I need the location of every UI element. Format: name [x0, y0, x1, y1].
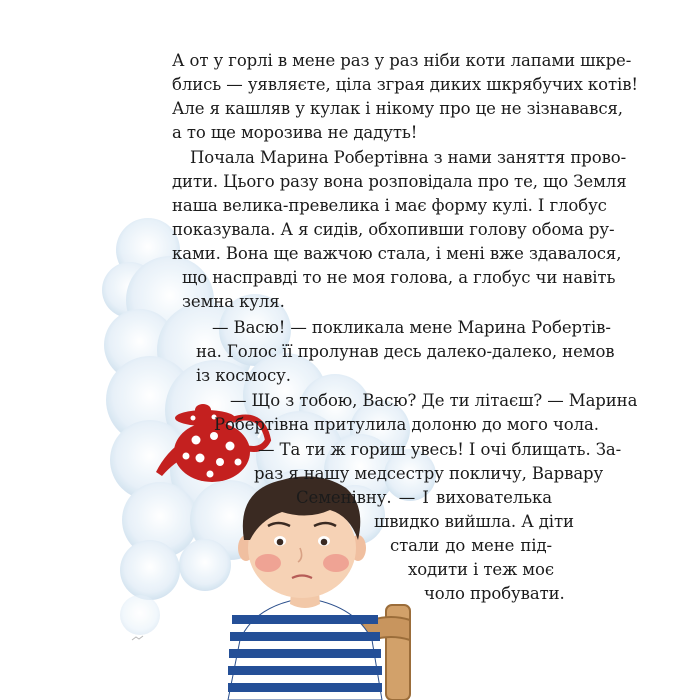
- story-line: блись — уявляєте, ціла зграя диких шкрябучих котів!: [172, 75, 638, 94]
- story-line: Почала Марина Робертівна з нами заняття прово-: [190, 148, 627, 167]
- story-line: раз я нашу медсестру покличу, Варвару: [254, 464, 604, 483]
- story-line: А от у горлі в мене раз у раз ніби коти лапами шкре-: [172, 51, 632, 70]
- story-line: Але я кашляв у кулак і нікому про це не зізнавався,: [172, 99, 623, 118]
- story-line: Семенівну. — І вихователька: [296, 488, 552, 507]
- story-line: наша велика-превелика і має форму кулі. І глобус: [172, 196, 607, 215]
- story-line: а то ще морозива не дадуть!: [172, 123, 418, 142]
- story-line: швидко вийшла. А діти: [374, 512, 574, 531]
- story-line: із космосу.: [196, 366, 291, 385]
- story-line: — Що з тобою, Васю? Де ти літаєш? — Марина: [230, 391, 638, 410]
- story-line: — Та ти ж гориш увесь! І очі блищать. За-: [258, 440, 622, 459]
- story-line: показувала. А я сидів, обхопивши голову обома ру-: [172, 220, 615, 239]
- story-line: що насправді то не моя голова, а глобус чи навіть: [182, 268, 616, 287]
- story-line: стали до мене під-: [390, 536, 552, 555]
- story-line: дити. Цього разу вона розповідала про те, що Земля: [172, 172, 627, 191]
- story-line: Робертівна притулила долоню до мого чола.: [214, 415, 599, 434]
- story-line: чоло пробувати.: [424, 584, 565, 603]
- story-line: земна куля.: [182, 292, 285, 311]
- story-line: ходити і теж моє: [408, 560, 555, 579]
- story-line: ками. Вона ще важчою стала, і мені вже здавалося,: [172, 244, 622, 263]
- story-line: на. Голос її пролунав десь далеко-далеко, немов: [196, 342, 615, 361]
- story-line: — Васю! — покликала мене Марина Робертів-: [212, 318, 611, 337]
